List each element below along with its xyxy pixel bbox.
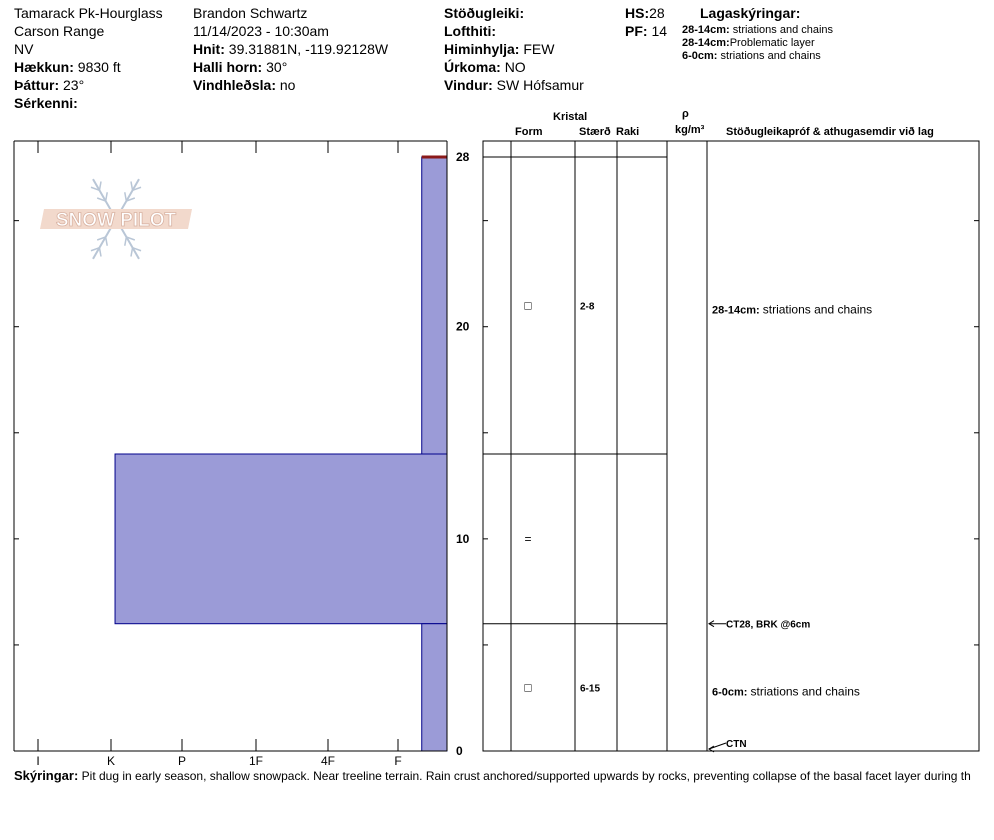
hardness-tick-label: P	[177, 754, 187, 768]
depth-tick-label: 20	[456, 319, 470, 334]
snowflake-branch	[131, 248, 133, 257]
layer-comment	[712, 303, 872, 317]
footer-comments	[14, 767, 971, 785]
comments-header: Stöðugleikapróf & athugasemdir við lag	[726, 126, 934, 138]
air-temp-label: Lofthiti:	[444, 23, 497, 39]
crystal-header: Kristal	[553, 111, 588, 123]
layer-comment-text: striations and chains	[762, 302, 873, 317]
layer-comment	[712, 684, 860, 698]
snowflake-branch	[125, 237, 127, 246]
coords-value: 39.31881N, -119.92128W	[228, 41, 389, 57]
legend-item-range: 28-14cm:	[682, 37, 730, 49]
hs-label: HS:	[625, 5, 650, 21]
legend-title: Lagaskýringar:	[700, 5, 801, 21]
legend-item-range: 6-0cm:	[682, 50, 718, 62]
hardness-tick-label: K	[106, 754, 116, 768]
legend-item-text: striations and chains	[732, 24, 834, 36]
stability-test-label: CT28, BRK @6cm	[726, 619, 811, 631]
footer-comments-label: Skýringar:	[14, 768, 79, 783]
legend-item-range: 28-14cm:	[682, 24, 730, 36]
snowflake-branch	[106, 192, 108, 201]
precip-value: NO	[504, 59, 526, 75]
sky-label: Himinhylja:	[444, 41, 520, 57]
layer-comment-range: 28-14cm:	[712, 304, 763, 317]
coords-label: Hnit:	[193, 41, 225, 57]
layer-comment-text: striations and chains	[750, 684, 860, 699]
pf-label: PF:	[625, 23, 648, 39]
hardness-tick-label: I	[36, 754, 40, 768]
features-label: Sérkenni:	[14, 95, 78, 111]
grain-form-symbol: □	[524, 298, 532, 313]
mountain-range: Carson Range	[14, 23, 105, 39]
depth-tick-label: 10	[456, 531, 470, 546]
site-name: Tamarack Pk-Hourglass	[14, 5, 163, 21]
hardness-bar	[422, 157, 447, 454]
snowflake-branch	[99, 181, 101, 190]
wind-loading-label: Vindhleðsla:	[193, 77, 276, 93]
hardness-bar	[422, 624, 447, 751]
size-header: Stærð	[579, 126, 611, 138]
grain-form-symbol: □	[524, 680, 532, 695]
datetime: 11/14/2023 - 10:30am	[193, 23, 329, 39]
wind-value: SW Hófsamur	[496, 77, 584, 93]
observer: Brandon Schwartz	[193, 5, 308, 21]
depth-tick-label: 28	[456, 150, 470, 164]
layer-comment-range: 6-0cm:	[712, 686, 751, 699]
state: NV	[14, 41, 34, 57]
hardness-tick-label: 1F	[248, 754, 264, 768]
pf-value: 14	[651, 23, 668, 39]
grain-size-value: 6-15	[580, 683, 601, 695]
elevation-label: Hækkun:	[14, 59, 74, 75]
hardness-tick-label: 4F	[320, 754, 336, 768]
aspect-label: Þáttur:	[14, 77, 60, 93]
aspect-value: 23°	[63, 77, 85, 93]
hardness-tick-label: F	[394, 754, 402, 768]
footer-comments-text: Pit dug in early season, shallow snowpack. Near treeline terrain. Rain crust anchored/supported upwards by rocks, preventing collapse of the basal facet layer during th	[81, 769, 971, 783]
depth-tick-label: 0	[456, 744, 463, 758]
moisture-header: Raki	[616, 126, 640, 138]
legend-item-text: striations and chains	[720, 50, 821, 62]
wind-loading-value: no	[279, 77, 296, 93]
snowflake-branch	[125, 192, 127, 201]
legend-item-text: Problematic layer	[729, 37, 815, 49]
slope-label: Halli horn:	[193, 59, 263, 75]
slope-value: 30°	[266, 59, 288, 75]
precip-label: Úrkoma:	[444, 59, 501, 75]
test-arrow-line	[709, 743, 726, 749]
elevation-value: 9830 ft	[77, 59, 121, 75]
stability-label: Stöðugleiki:	[444, 5, 525, 21]
density-unit-header: kg/m³	[675, 124, 705, 136]
sky-value: FEW	[523, 41, 555, 57]
data-table-frame	[483, 141, 979, 751]
form-header: Form	[515, 126, 543, 138]
wind-label: Vindur:	[444, 77, 493, 93]
stability-test-label: CTN	[726, 739, 747, 750]
rho-header: ρ	[682, 108, 689, 120]
grain-form-symbol: =	[524, 531, 532, 546]
hardness-bar	[115, 454, 447, 624]
watermark-text: SNOW PILOT	[55, 210, 177, 231]
snowpilot-watermark	[40, 179, 192, 259]
hs-value: 28	[649, 5, 665, 21]
snowflake-branch	[106, 237, 108, 246]
grain-size-value: 2-8	[580, 301, 595, 313]
snowflake-branch	[99, 248, 101, 257]
snowflake-branch	[131, 181, 133, 190]
